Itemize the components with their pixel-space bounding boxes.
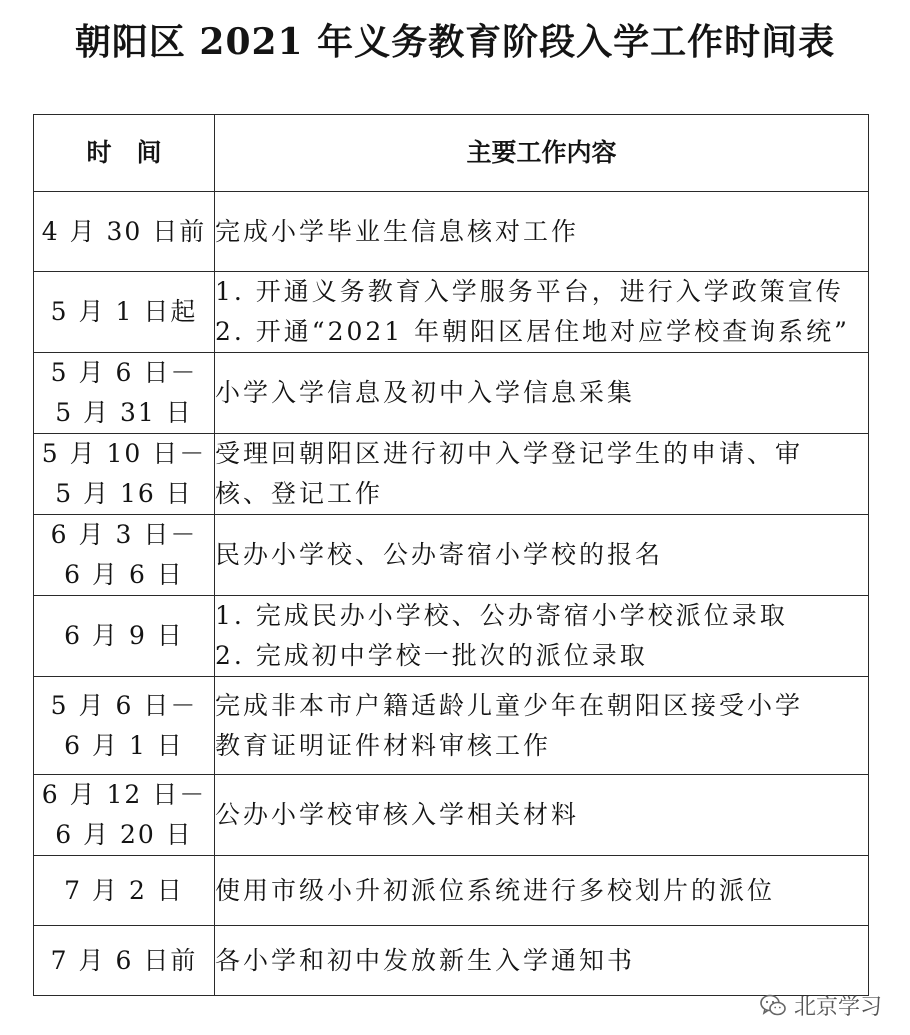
time-line: 6 月 9 日 [64,621,184,650]
row-time [34,677,215,775]
table-row [34,272,869,353]
time-line: 5 月 1 日起 [50,297,198,326]
row-time [34,596,215,677]
content-line: 完成小学毕业生信息核对工作 [215,216,580,246]
table-row [34,434,869,515]
table-row [34,192,869,272]
content-line: 1. 完成民办小学校、公办寄宿小学校派位录取 [215,601,788,630]
content-line: 核、登记工作 [215,479,384,508]
row-content [215,596,869,677]
content-line: 教育证明证件材料审核工作 [215,730,552,760]
watermark-text: 北京学习 [793,995,882,1020]
time-line: 5 月 6 日－ [50,690,198,720]
page-title: 朝阳区 2021 年义务教育阶段入学工作时间表 [74,21,836,63]
table-header-row [34,115,869,192]
row-time [34,192,215,272]
time-line: 4 月 30 日前 [41,216,207,246]
content-line: 受理回朝阳区进行初中入学登记学生的申请、审 [215,439,804,468]
content-line: 民办小学校、公办寄宿小学校的报名 [215,540,664,569]
wechat-icon [760,994,786,1018]
time-line: 5 月 6 日－ [50,358,198,387]
content-line: 各小学和初中发放新生入学通知书 [215,945,636,975]
row-time [34,856,215,926]
row-content [215,353,869,434]
table-row [34,926,869,996]
row-content [215,434,869,515]
content-line: 2. 开通“2021 年朝阳区居住地对应学校查询系统” [215,317,850,346]
row-content [215,515,869,596]
row-time [34,272,215,353]
content-line: 小学入学信息及初中入学信息采集 [215,378,636,407]
table-row [34,353,869,434]
content-line: 完成非本市户籍适龄儿童少年在朝阳区接受小学 [215,690,804,720]
row-time [34,515,215,596]
time-line: 6 月 1 日 [64,730,184,760]
content-line: 公办小学校审核入学相关材料 [215,800,580,829]
content-line: 1. 开通义务教育入学服务平台，进行入学政策宣传 [215,277,844,306]
row-content [215,775,869,856]
row-content [215,926,869,996]
row-content [215,856,869,926]
table-row [34,856,869,926]
time-line: 6 月 3 日－ [50,520,198,549]
row-time [34,926,215,996]
time-line: 6 月 20 日 [55,820,193,849]
table-row [34,596,869,677]
row-content [215,677,869,775]
time-line: 5 月 16 日 [55,479,193,508]
row-time [34,434,215,515]
content-line: 2. 完成初中学校一批次的派位录取 [215,641,648,670]
header-content: 主要工作内容 [215,115,869,192]
watermark [760,990,882,1021]
table-body [34,192,869,996]
time-line: 6 月 6 日 [64,560,184,589]
row-content [215,272,869,353]
table-row [34,515,869,596]
row-content [215,192,869,272]
time-line: 5 月 10 日－ [41,439,207,468]
row-time [34,775,215,856]
table-row [34,677,869,775]
time-line: 7 月 6 日前 [50,945,198,975]
header-time: 时 间 [34,115,215,192]
content-line: 使用市级小升初派位系统进行多校划片的派位 [215,875,776,905]
time-line: 6 月 12 日－ [41,780,207,809]
row-time [34,353,215,434]
table-row [34,775,869,856]
time-line: 7 月 2 日 [64,875,184,905]
schedule-table [33,114,869,996]
time-line: 5 月 31 日 [55,398,193,427]
